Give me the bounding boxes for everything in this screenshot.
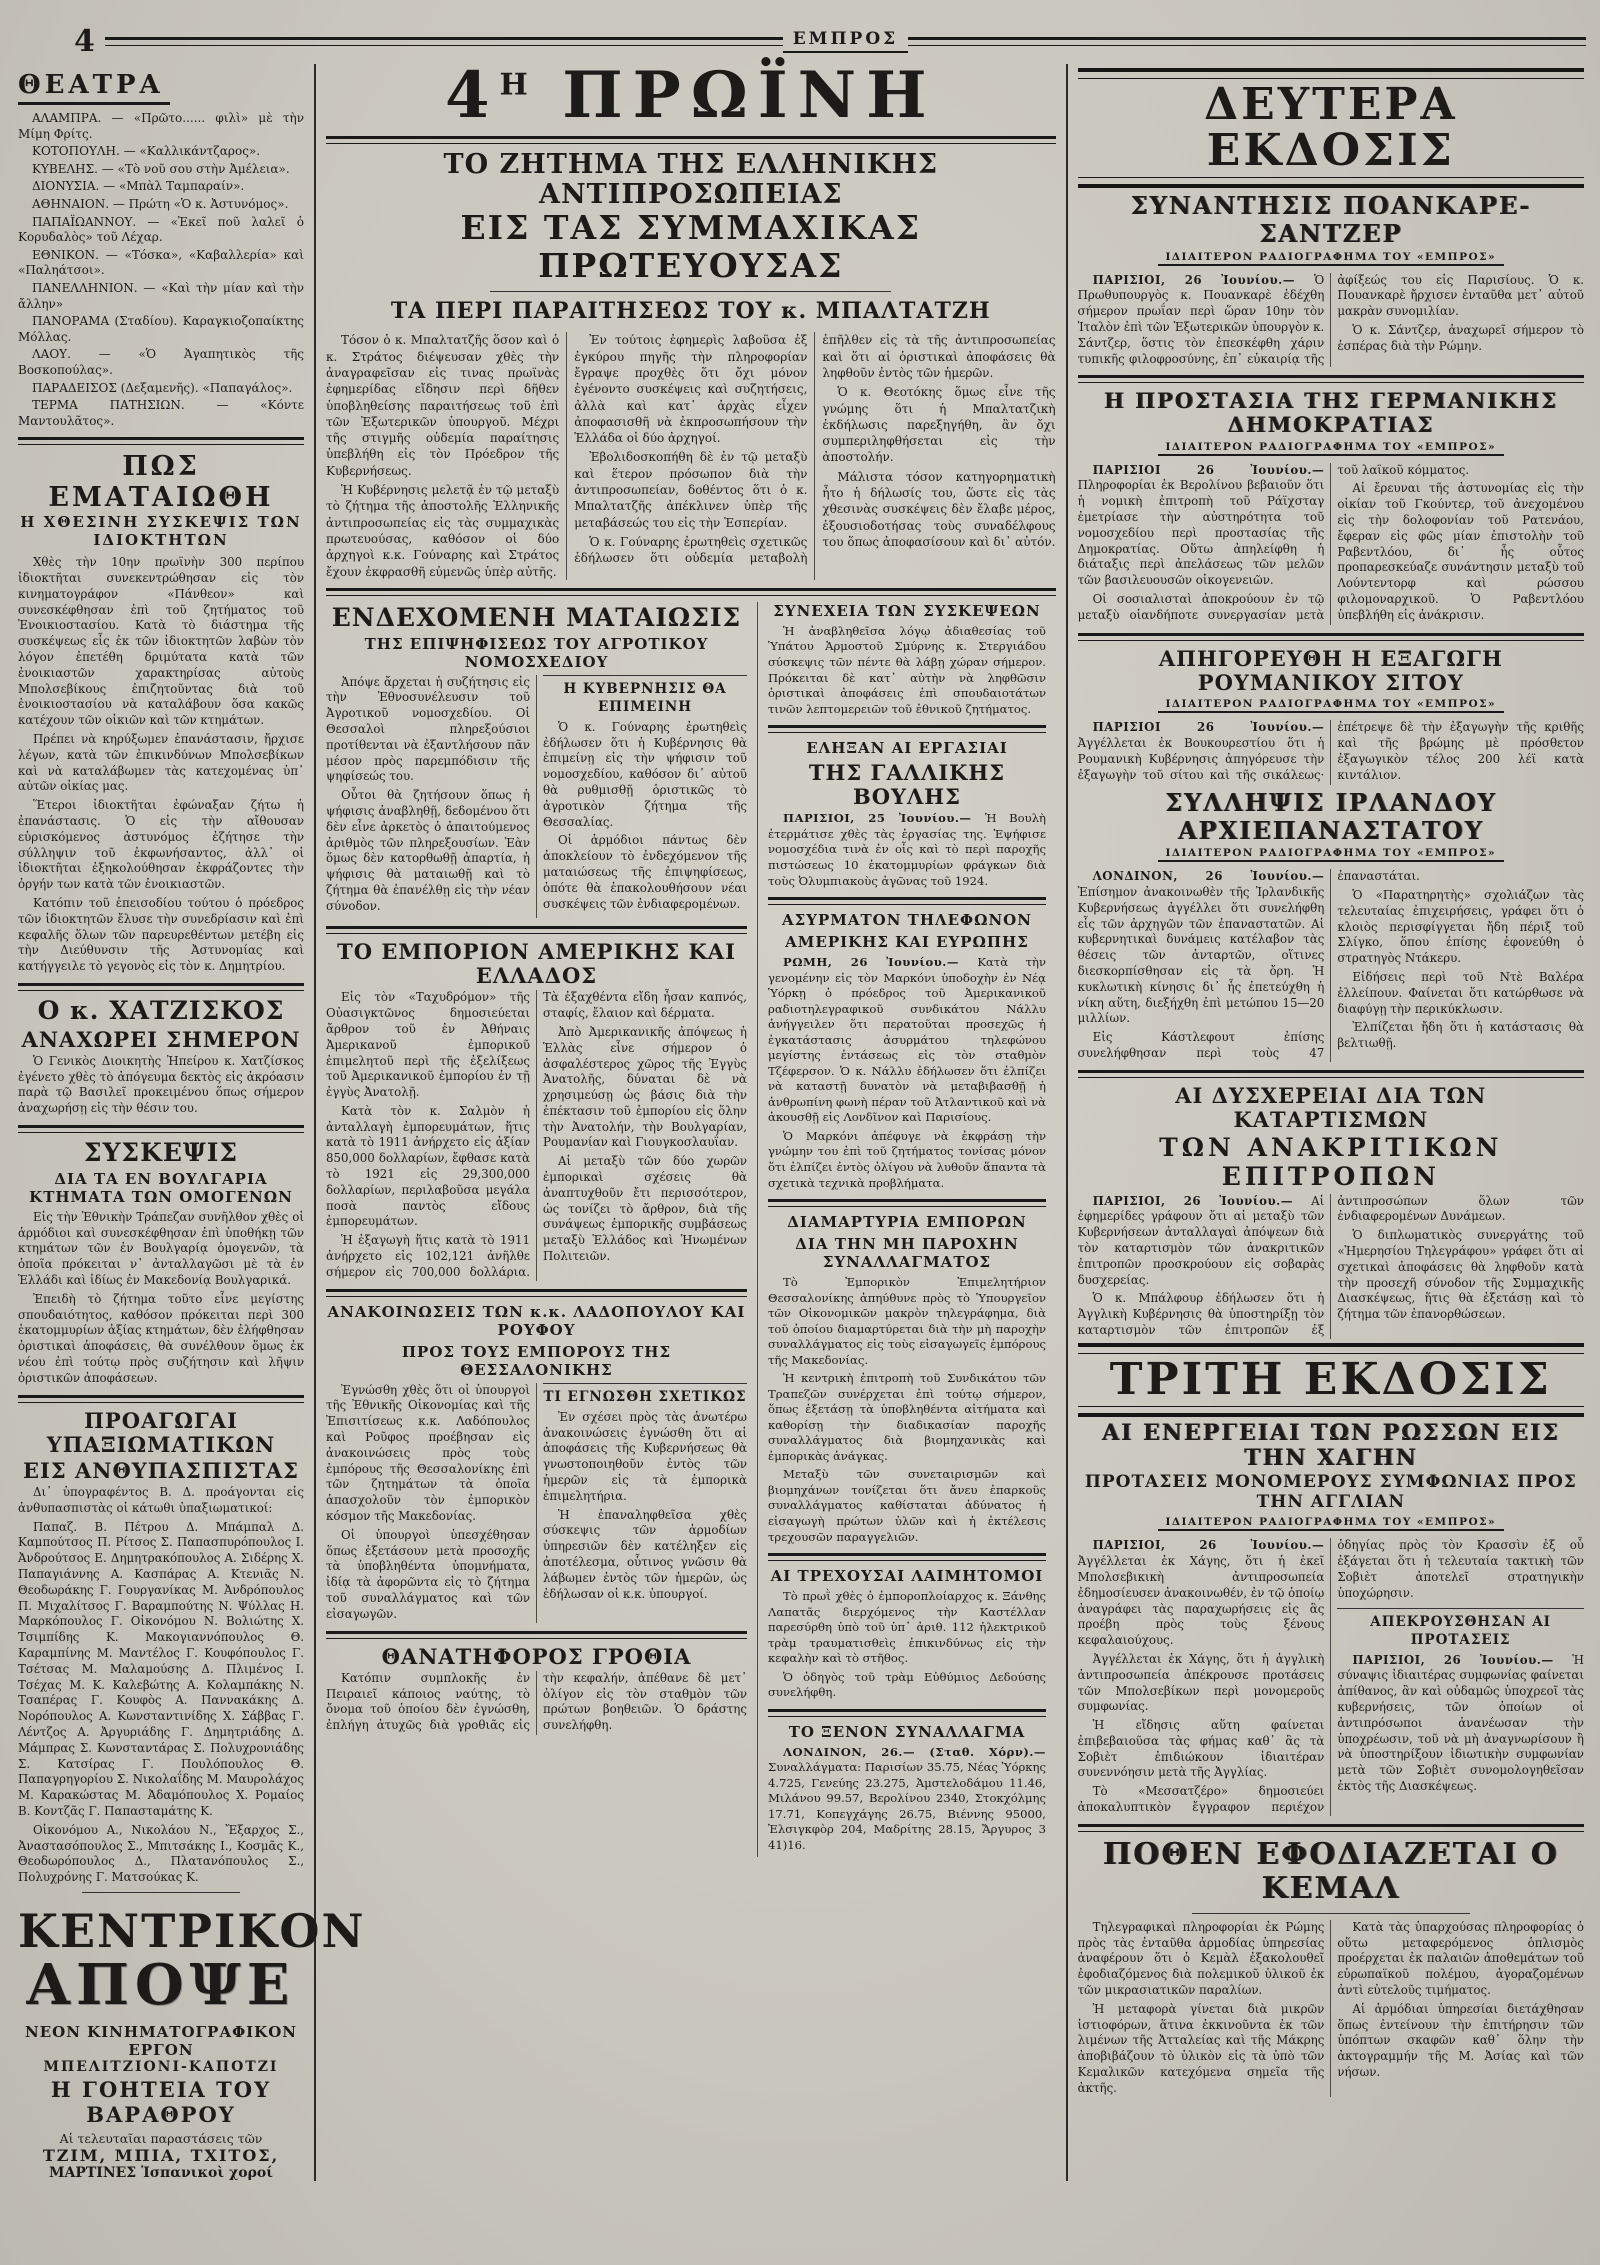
article-paragraph: ΠΑΡΙΣΙΟΙ, 26 Ἰουνίου.— Ὁ Πρωθυπουργὸς κ. Πουανκαρὲ ἐδέχθη σήμερον πρωΐαν περὶ ὥραν 10ην τὸν Ἰταλὸν ἐπὶ τῶν Ἐξωτερικῶν ὑπουργὸν κ. Σάντζερ, ὅστις τὸν ἐπεσκέφθη χάριν τυπικῆς φιλοφροσύνης, ἐπ᾽ εὐκαιρίᾳ τῆς ἀφίξεώς του εἰς Παρισίους. Ὁ κ. Πουανκαρὲ ἤρχισεν ἐνταῦθα μετ᾽ αὐτοῦ μακρὰν συνομιλίαν. <box>1077 272 1584 366</box>
dateline: ΠΑΡΙΣΙΟΙ, 26 Ἰουνίου.— <box>1092 1538 1325 1553</box>
article-body <box>768 1275 1046 1545</box>
divider-rule <box>326 926 747 934</box>
article-body <box>1078 273 1584 368</box>
article-committees <box>1078 1084 1584 1339</box>
divider-rule <box>1078 1824 1584 1832</box>
article-headline: ΠΡΟΑΓΩΓΑΙ ΥΠΑΞΙΩΜΑΤΙΚΩΝ <box>46 1407 276 1457</box>
article-paragraph: Εἰς τὴν Ἐθνικὴν Τράπεζαν συνῆλθον χθὲς οἱ ἁρμόδιοι καὶ συνεσκέφθησαν ἐπὶ ὑποθήκῃ τῶν κτημάτων τῶν ἐν Βουλγαρίᾳ ὁμογενῶν, τὰ ὁποῖα πρόκειται ν᾽ ἀνταλλαγῶσι μὲ τὰ ἐν Ἑλλάδι καὶ ἰδίως ἐν Μακεδονίᾳ Βουλγαρικά. <box>18 1209 304 1288</box>
article-body <box>1078 1194 1584 1339</box>
header-rule-right <box>908 37 1586 46</box>
article-wireless <box>768 911 1046 1191</box>
article-body <box>1078 463 1584 625</box>
article-headline: ΑΝΑΚΟΙΝΩΣΕΙΣ ΤΩΝ κ.κ. ΛΑΔΟΠΟΥΛΟΥ ΚΑΙ ΡΟΥΦΟΥ <box>327 1302 746 1339</box>
divider-rule <box>18 437 304 445</box>
article-paragraph: Ὁ κ. Γούναρης ἐρωτηθεὶς σχετικῶς ἐδήλωσεν ὅτι οὐδεμία μεταβολὴ ἐπῆλθεν εἰς τὰ τῆς ἀντιπροσωπείας καὶ ὅτι αἱ ὁριστικαὶ ἀποφάσεις θὰ ληφθοῦν ἐντὸς τῶν ἡμερῶν. <box>574 333 1056 566</box>
article-paragraph: ΠΑΡΙΣΙΟΙ 26 Ἰουνίου.— Ἀγγέλλεται ἐκ Βουκουρεστίου ὅτι ἡ Ρουμανικὴ Κυβέρνησις ἀπηγόρευσε τὴν ἐξαγωγὴν τοῦ σίτου καὶ τῆς σικάλεως· ἐπέτρεψε δὲ τὴν ἐξαγωγὴν τῆς κριθῆς καὶ τῆς βρώμης μὲ πρόσθετον ἐξαγωγικὸν τέλος 200 λέϊ κατὰ κιντάλιον. <box>1077 720 1584 782</box>
article-trams <box>768 1567 1046 1701</box>
masthead-title: ΕΜΠΡΟΣ <box>783 29 908 53</box>
article-headline: ΣΥΝΑΝΤΗΣΙΣ ΠΟΑΝΚΑΡΕ-ΣΑΝΤΖΕΡ <box>1130 191 1532 248</box>
divider-rule <box>1078 1070 1584 1078</box>
article-headline: ΠΟΘΕΝ ΕΦΟΔΙΑΖΕΤΑΙ Ο ΚΕΜΑΛ <box>1102 1836 1559 1907</box>
article-paragraph: ΠΑΡΑΔΕΙΣΟΣ (Δεξαμενῆς). «Παπαγάλος». <box>32 380 293 395</box>
article-paragraph: ΤΕΡΜΑ ΠΑΤΗΣΙΩΝ. — «Κόντε Μαντουλᾶτος». <box>18 398 304 428</box>
dateline: ΠΑΡΙΣΙΟΙ, 25 Ἰουνίου.— <box>783 811 986 826</box>
ad-line: ΝΕΟΝ ΚΙΝΗΜΑΤΟΓΡΑΦΙΚΟΝ ΕΡΓΟΝ <box>24 2022 297 2059</box>
article-credit-line: ΙΔΙΑΙΤΕΡΟΝ ΡΑΔΙΟΓΡΑΦΗΜΑ ΤΟΥ «ΕΜΠΡΟΣ» <box>1158 698 1505 713</box>
article-paragraph: Ἡ Κυβέρνησις μελετᾷ ἐν τῷ μεταξὺ τὸ ζήτημα τῆς ἀποστολῆς Ἑλληνικῆς ἀντιπροσωπείας εἰς τὰς συμμαχικὰς πρωτευούσας, καθόσον οἱ δύο ἀρχηγοὶ κ.κ. Γούναρης καὶ Στράτος ἔχουν ἐκφρασθῆ εὐμενῶς ὑπὲρ αὐτῆς. <box>326 483 560 579</box>
article-credit-line: ΙΔΙΑΙΤΕΡΟΝ ΡΑΔΙΟΓΡΑΦΗΜΑ ΤΟΥ «ΕΜΠΡΟΣ» <box>1158 251 1505 266</box>
article-hatziskos <box>18 997 304 1117</box>
article-paragraph: Ἀπόψε ἄρχεται ἡ συζήτησις εἰς τὴν Ἐθνοσυνέλευσιν τοῦ Ἀγροτικοῦ νομοσχεδίου. Οἱ Θεσσαλοὶ πληρεξούσιοι προτίθενται νὰ ἐξαντλήσουν πᾶν μέσον πρὸς παρεμπόδισιν τῆς ψηφίσεώς του. <box>326 674 530 784</box>
article-credit-line: ΙΔΙΑΙΤΕΡΟΝ ΡΑΔΙΟΓΡΑΦΗΜΑ ΤΟΥ «ΕΜΠΡΟΣ» <box>1158 847 1505 862</box>
article-paragraph: Ἕτεροι ἰδιοκτῆται ἐφώναξαν ζήτω ἡ ἐπανάστασις. Ὁ εἰς τὴν αἴθουσαν εὑρισκόμενος ἀστυνόμος ἐζήτησε τὴν σύλληψιν τοῦ ἐκφωνήσαντος, ἀλλ᾽ οἱ ἰδιοκτῆται ἐξηκολούθησαν ἐκφράζοντες τὴν ὀργήν των κατὰ τῶν ἐνοικιαστῶν. <box>18 798 304 892</box>
article-paragraph: Ὁ κ. Γούναρης ἐρωτηθεὶς ἐδήλωσεν ὅτι ἡ Κυβέρνησις θὰ ἐπιμείνῃ εἰς τὴν ψήφισιν τοῦ νομοσχεδίου, καθόσον δι᾽ αὐτοῦ θὰ ρυθμισθῇ ὁριστικῶς τὸ ἀγροτικὸν ζήτημα τῆς Θεσσαλίας. <box>543 719 747 829</box>
article-main-delegation <box>326 150 1056 580</box>
ad-performers-2: ΜΑΡΤΙΝΕΣ Ἱσπανικοὶ χοροί <box>48 2164 273 2181</box>
article-headline: Η ΧΘΕΣΙΝΗ ΣΥΣΚΕΨΙΣ ΤΩΝ ΙΔΙΟΚΤΗΤΩΝ <box>20 513 302 550</box>
article-paragraph: ΛΑΟΥ. — «Ὁ Ἀγαπητικὸς τῆς Βοσκοπούλας». <box>18 347 304 377</box>
article-paragraph: ΠΑΡΙΣΙΟΙ 26 Ἰουνίου.— Πληροφορίαι ἐκ Βερολίνου βεβαιοῦν ὅτι ἡ νομικὴ ἐπιτροπὴ τοῦ Ράϊχσταγ ἐμετρίασε τὴν αὐστηρότητα τοῦ νομοσχεδίου περὶ προστασίας τῆς Δημοκρατίας. Οὕτω ἀπηλείφθη ἡ διάταξις περὶ ἀπελάσεως τῶν μελῶν τῶν βασιλευουσῶν οἰκογενειῶν. <box>1077 462 1325 588</box>
article-kicker: ΠΩΣ ΕΜΑΤΑΙΩΘΗ <box>48 451 274 514</box>
dateline: ΠΑΡΙΣΙΟΙ, 26 Ἰουνίου.— <box>1092 1193 1312 1208</box>
article-headline: ΣΥΣΚΕΨΙΣ <box>83 1138 239 1168</box>
banner-rule-top <box>1078 68 1584 79</box>
center-section <box>316 58 1066 2181</box>
article-paragraph: Μάλιστα τόσον κατηγορηματικὴ ἦτο ἡ δήλωσίς του, ὥστε εἰς τὰς χθεσινὰς συσκέψεις δὲν ἔλαβε μέρος, ἐξουσιοδοτήσας τοὺς συναδέλφους του ὅπως ἀποφασίσουν καὶ δι᾽ αὐτόν. <box>822 469 1056 549</box>
article-fatal-punch <box>326 1645 747 1736</box>
article-headline: Η ΠΡΟΣΤΑΣΙΑ ΤΗΣ ΓΕΡΜΑΝΙΚΗΣ ΔΗΜΟΚΡΑΤΙΑΣ <box>1103 388 1558 438</box>
article-paragraph: ΔΙΟΝΥΣΙΑ. — «Μπὰλ Ταμπαραίν». <box>32 179 245 194</box>
article-headline-2: ΔΙΑ ΤΑ ΕΝ ΒΟΥΛΓΑΡΙΑ ΚΤΗΜΑΤΑ ΤΩΝ ΟΜΟΓΕΝΩΝ <box>29 1169 293 1206</box>
article-paragraph: Ἡ εἴδησις αὕτη φαίνεται ἐπιβεβαιοῦσα τὰς φήμας καθ᾽ ἃς τὰ Σοβιὲτ ἐπιδιώκουν ἰδιαιτέραν συνεννόησιν μετὰ τῆς Ἀγγλίας. <box>1077 1718 1325 1780</box>
article-paragraph: Χθὲς τὴν 10ην πρωϊνὴν 300 περίπου ἰδιοκτῆται συνεκεντρώθησαν εἰς τὸν κινηματογράφον «Πάνθεον» καὶ συνεσκέφθησαν ἐπὶ τοῦ ζητήματος τοῦ Ἐνοικιοστασίου. Κατὰ τὸ διάστημα τῆς συσκέψεως εἷς ἐκ τῶν ἰδιοκτητῶν λαβὼν τὸν λόγον ἐπετέθη δριμύτατα κατὰ τῶν ἐνοικιαστῶν χαρακτηρίσας αὐτοὺς Μπολσεβίκους ἐπιζητοῦντας διὰ τοῦ ἐνοικιοστασίου νὰ καταλάβουν ὅσα κακῶς κατέχουν τῶν οἰκιῶν καὶ τῶν κτημάτων. <box>18 555 304 728</box>
main-headline-line2: ΕΙΣ ΤΑΣ ΣΥΜΜΑΧΙΚΑΣ ΠΡΩΤΕΥΟΥΣΑΣ <box>460 208 922 286</box>
article-paragraph: Τόσον ὁ κ. Μπαλτατζῆς ὅσον καὶ ὁ κ. Στράτος διέψευσαν χθὲς τὴν ἀναγραφεῖσαν εἰς τινας πρωϊνὰς ἐφημερίδας εἴδησιν περὶ δῆθεν ὑποβληθείσης παραιτήσεως τοῦ ἐπὶ τῶν Ἐξωτερικῶν ὑπουργοῦ. Μέχρι τῆς στιγμῆς οὐδεμία παραίτησις ὑπεβλήθη εἰς τὸν Πρόεδρον τῆς Κυβερνήσεως. <box>326 333 560 478</box>
article-body <box>1078 720 1584 785</box>
article-paragraph: Ἐλπίζεται ἤδη ὅτι ἡ κατάστασις θὰ βελτιωθῇ. <box>1337 1020 1584 1051</box>
article-paragraph: Ἡ μεταφορὰ γίνεται διὰ μικρῶν ἱστιοφόρων, ἅτινα ἐκκινοῦντα ἐκ τῶν λιμένων τῆς Ἀτταλείας καὶ τῆς Μάκρης ἀποβιβάζουν τὸ ὑλικὸν εἰς τὰ ὑπὸ τῶν Κεμαλικῶν κατεχόμενα σημεῖα τῆς ἀκτῆς. <box>1077 2001 1325 2095</box>
article-irish-rebel <box>1078 789 1584 1062</box>
article-headline: ΤΟ ΕΜΠΟΡΙΟΝ ΑΜΕΡΙΚΗΣ ΚΑΙ ΕΛΛΑΔΟΣ <box>337 939 736 989</box>
edition-title: $4^H$ ΠΡΩΪΝΗ <box>445 58 937 133</box>
article-headline-2: ΤΗΣ ΕΠΙΨΗΦΙΣΕΩΣ ΤΟΥ ΑΓΡΟΤΙΚΟΥ ΝΟΜΟΣΧΕΔΙΟΥ <box>364 634 709 671</box>
article-romanian-wheat <box>1078 647 1584 785</box>
article-paragraph: Αἱ μεταξὺ τῶν δύο χωρῶν ἐμπορικαὶ σχέσεις θὰ ἀναπτυχθοῦν ἔτι περισσότερον, ὡς τονίζει τὸ ἄρθρον, διὰ τῆς συνάψεως ἐμπορικῆς συμβάσεως μεταξὺ Ἑλλάδος καὶ Ἡνωμένων Πολιτειῶν. <box>543 1154 747 1264</box>
article-paragraph: ΠΑΠΑΪΩΑΝΝΟΥ. — «Ἐκεῖ ποῦ λαλεῖ ὁ Κορυδαλὸς» τοῦ Λέχαρ. <box>18 214 304 245</box>
dateline: ΠΑΡΙΣΙΟΙ, 26 Ἰουνίου.— <box>1092 272 1315 287</box>
article-paragraph: ΛΟΝΔΙΝΟΝ, 26 Ἰουνίου.— Ἐπίσημον ἀνακοινωθὲν τῆς Ἰρλανδικῆς Κυβερνήσεως ἀγγέλλει ὅτι συνελήφθη εἷς τῶν ἀρχηγῶν τῶν ἐπαναστατῶν. Αἱ κυβερνητικαὶ δυνάμεις κατέλαβον τὰς θέσεις τῶν ἀνταρτῶν, οἵτινες διεσκορπίσθησαν εἰς τὰ ὄρη. Ἡ κυκλωτικὴ κίνησις δι᾽ ἧς ἐπετεύχθη ἡ νίκη αὕτη, διεξήχθη ἐπὶ μετώπου 15—20 μιλλίων. <box>1077 869 1325 1026</box>
article-headline: ΑΙ ΤΡΕΧΟΥΣΑΙ ΛΑΙΜΗΤΟΜΟΙ <box>770 1567 1044 1586</box>
article-meetings <box>768 602 1046 717</box>
article-paragraph: Οἰκονόμου Α., Νικολάου Ν., Ἔξαρχος Σ., Ἀναστασόπουλος Σ., Μπιτσάκης Ι., Κοσμᾶς Κ., Θεοδωρόπουλος Δ., Πλατανόπουλος Σ., Πολυχρόνης Γ. Ματσούκας Κ. <box>18 1822 304 1885</box>
banner-rule-top <box>1078 1343 1584 1354</box>
article-bulgaria-estates <box>18 1139 304 1387</box>
article-headline: ΕΛΗΞΑΝ ΑΙ ΕΡΓΑΣΙΑΙ <box>806 739 1008 758</box>
article-promotions <box>18 1409 304 1886</box>
article-paragraph: Οἱ ὑπουργοὶ ὑπεσχέθησαν ὅπως ἐξετάσουν μετὰ προσοχῆς τὰ ὑποβληθέντα ὑπομνήματα, ἰδίᾳ τὰ ἀφορῶντα εἰς τὸ ζήτημα τοῦ συναλλάγματος καὶ τῶν εἰσαγωγῶν. <box>326 1527 530 1621</box>
inline-subhead: ΤΙ ΕΓΝΩΣΘΗ ΣΧΕΤΙΚΩΣ <box>543 1383 747 1406</box>
article-kemal-supplies <box>1078 1838 1584 2097</box>
divider-rule <box>1078 633 1584 641</box>
divider-rule <box>768 897 1046 905</box>
article-paragraph: Ἡ ἐξαγωγὴ ἥτις κατὰ τὸ 1911 ἀνήρχετο εἰς 102,121 ἀνῆλθε σήμερον εἰς 700,000 δολλάρια. Τὰ ἐξαχθέντα εἴδη ἦσαν καπνός, σταφίς, ἔλαιον καὶ δέρματα. <box>326 990 747 1279</box>
article-headline: ΤΟ ΞΕΝΟΝ ΣΥΝΑΛΛΑΓΜΑ <box>788 1722 1026 1741</box>
divider-rule <box>768 1199 1046 1207</box>
headline-rule <box>490 291 891 292</box>
article-paragraph: ΚΥΒΕΛΗΣ. — «Τὸ νοῦ σου στὴν Ἀμέλεια». <box>32 161 290 176</box>
article-paragraph: ΑΛΑΜΠΡΑ. — «Πρῶτο...... φιλὶ» μὲ τὴν Μίμη Φρίτς. <box>18 111 304 141</box>
article-paragraph: Ἀγγέλλεται ἐκ Χάγης, ὅτι ἡ ἀγγλικὴ ἀντιπροσωπεία ἀπέκρουσε προτάσεις τῶν Μπολσεβίκων περὶ μονομεροῦς συμφωνίας. <box>1077 1651 1325 1714</box>
article-paragraph: Τὸ πρωῒ χθὲς ὁ ἐμποροπλοίαρχος κ. Ξάνθης Λαπατᾶς διερχόμενος τὴν Καστέλλαν παρεσύρθη ὑπὸ τοῦ ὑπ᾽ ἀριθ. 112 ἠλεκτρικοῦ τρὰμ τραυματισθεὶς ἐπικινδύνως εἰς τὴν κεφαλὴν καὶ τὸ στῆθος. <box>768 1589 1046 1666</box>
article-headline-2: ΑΝΑΧΩΡΕΙ ΣΗΜΕΡΟΝ <box>21 1026 301 1052</box>
divider-rule <box>326 136 1056 144</box>
article-paragraph: ΠΑΡΙΣΙΟΙ, 25 Ἰουνίου.— Ἡ Βουλὴ ἐτερμάτισε χθὲς τὰς ἐργασίας της. Ἐψήφισε νομοσχέδια τινὰ ἐν οἷς καὶ τὸ περὶ παροχῆς πιστώσεως 10 ἑκατομμυρίων φράγκων διὰ τοὺς Ὀλυμπιακοὺς ἀγῶνας τοῦ 1924. <box>768 811 1047 888</box>
article-headline-2: ΠΡΟΣ ΤΟΥΣ ΕΜΠΟΡΟΥΣ ΤΗΣ ΘΕΣΣΑΛΟΝΙΚΗΣ <box>401 1342 672 1379</box>
dateline: ΠΑΡΙΣΙΟΙ, 26 Ἰουνίου.— <box>1352 1652 1573 1667</box>
article-french-chamber <box>768 739 1046 889</box>
article-body <box>768 624 1046 717</box>
main-subhead: ΤΑ ΠΕΡΙ ΠΑΡΑΙΤΗΣΕΩΣ ΤΟΥ κ. ΜΠΑΛΤΑΤΖΗ <box>390 298 991 325</box>
third-edition-banner <box>1078 1343 1584 1417</box>
article-paragraph: ΑΘΗΝΑΙΟΝ. — Πρώτη «Ὁ κ. Ἀστυνόμος». <box>32 196 289 211</box>
banner-rule-bottom <box>1078 1406 1584 1417</box>
dateline: ΡΩΜΗ, 26 Ἰουνίου.— <box>783 955 978 970</box>
article-headline: ΘΑΝΑΤΗΦΟΡΟΣ ΓΡΟΘΙΑ <box>381 1643 692 1669</box>
article-russians-hague <box>1078 1421 1584 1816</box>
article-paragraph: Ἐν τούτοις ἐφημερὶς λαβοῦσα ἐξ ἐγκύρου πηγῆς τὴν πληροφορίαν ἔγραψε προχθὲς ὅτι ὄχι μόνον ἐγένοντο συσκέψεις καὶ συζητήσεις, ἀλλὰ καὶ κατ᾽ ἀρχὰς εἶχεν ἀποφασισθῆ νὰ ἐκπροσωπήσουν τὴν Ἑλλάδα οἱ δύο ἀρχηγοί. <box>574 333 808 446</box>
article-protest <box>768 1213 1046 1545</box>
ad-film-title: Η ΓΟΗΤΕΙΑ ΤΟΥ ΒΑΡΑΘΡΟΥ <box>50 2076 272 2127</box>
ad-venue-name: ΚΕΝΤΡΙΚΟΝ <box>18 1903 366 1958</box>
article-headline-2: ΤΩΝ ΑΝΑΚΡΙΤΙΚΩΝ ΕΠΙΤΡΟΠΩΝ <box>1159 1133 1503 1191</box>
article-how-failed <box>18 451 304 975</box>
article-paragraph: Αἱ ἔρευναι τῆς ἀστυνομίας εἰς τὴν οἰκίαν τοῦ Γκούντερ, τοῦ ἀνεχομένου εἰς τὴν δολοφονίαν τοῦ Ρατενάου, ἔφεραν εἰς φῶς μίαν ἐπιστολὴν τοῦ Ραβεντλόου, δι᾽ ἧς οὗτος προπαρεσκεύαζε συνάντησιν μεταξὺ τοῦ Λούντεντορφ καὶ ρώσσου φιλομοναρχικοῦ. Ὁ Ραβεντλόου ὑπεβλήθη εἰς ἀνάκρισιν. <box>1337 481 1584 622</box>
article-paragraph: Οὗτοι θὰ ζητήσουν ὅπως ἡ ψήφισις ἀναβληθῇ, δεδομένου ὅτι δὲν εἶνε ἀρκετὸς ὁ ἀπαιτούμενος ἀριθμὸς τῶν πληρεξουσίων. Ἐὰν ὅμως δὲν κατορθωθῇ ἀπαρτία, ἡ ψήφισις θὰ ματαιωθῇ καὶ τὸ ζήτημα θὰ ἐπανέλθῃ εἰς τὴν νέαν σύνοδον. <box>326 788 530 913</box>
headline-rule <box>1192 1913 1470 1914</box>
article-paragraph: Ἐπειδὴ τὸ ζήτημα τοῦτο εἶνε μεγίστης σπουδαιότητος, καθόσον πρόκειται περὶ 300 ἑκατομμυρίων ἀξίας κτημάτων, δὲν ἐλήφθησαν ὁριστικαὶ ἀποφάσεις, θὰ συνέλθουν ὅμως ἐκ νέου ἐπὶ τούτῳ πρὸς συζήτησιν καὶ λῆψιν ὁριστικῶν ἀποφάσεων. <box>18 1291 304 1385</box>
theatre-listings <box>18 111 304 429</box>
dateline: ΛΟΝΔΙΝΟΝ, 26 Ἰουνίου.— <box>1092 869 1325 884</box>
article-paragraph: Μεταξὺ τῶν συνεταιρισμῶν καὶ βιομηχάνων τονίζεται ὅτι ἄνευ ἐπαρκοῦς συναλλάγματος καθίσταται ἀδύνατος ἡ εἰσαγωγὴ πρώτων ὑλῶν καὶ ἡ ἐκτέλεσις τρεχουσῶν παραγγελιῶν. <box>768 1467 1046 1544</box>
article-headline: ΔΙΑΜΑΡΤΥΡΙΑ ΕΜΠΟΡΩΝ <box>787 1213 1027 1232</box>
ad-line: Αἱ τελευταῖαι παραστάσεις τῶν <box>59 2130 263 2146</box>
divider-rule <box>768 725 1046 733</box>
article-commerce <box>326 940 747 1281</box>
article-paragraph: ΛΟΝΔΙΝΟΝ, 26.— (Σταθ. Χόρν).— Συναλλάγματα: Παρισίων 35.75, Νέας Ὑόρκης 4.725, Γενεύης 23.275, Ἀμστελοδάμου 11.46, Μιλάνου 99.57, Βερολίνου 2340, Στοκχόλμης 17.71, Κοπεγχάγης 26.75, Βιέννης 95000, Ἐλσιγκφὸρ 204, Μαδρίτης 28.15, Ἄργυρος 3 41)16. <box>768 1744 1046 1852</box>
article-body <box>18 1210 304 1387</box>
article-paragraph: ΠΑΡΙΣΙΟΙ, 26 Ἰουνίου.— Ἀγγέλλεται ἐκ Χάγης, ὅτι ἡ ἐκεῖ Μπολσεβικικὴ ἀντιπροσωπεία ἐδημοσίευσεν ἀνακοινωθέν, ἐν τῷ ὁποίῳ ἀναγράφει τὰς παραχωρήσεις εἰς ἃς προέβη πρὸς τοὺς ξένους κεφαλαιούχους. <box>1077 1538 1325 1648</box>
article-paragraph: Ἡ κεντρικὴ ἐπιτροπὴ τοῦ Συνδικάτου τῶν Τραπεζῶν συνέρχεται ἐπὶ τούτῳ σήμερον, ὅπως ἐξετάσῃ τὰ ὑποβληθέντα αἰτήματα καὶ καθορίσῃ τὴν διαδικασίαν παροχῆς συναλλάγματος διὰ βιομηχανικὰς καὶ ἐμπορικὰς ἀνάγκας. <box>768 1371 1046 1463</box>
dateline: ΠΑΡΙΣΙΟΙ 26 Ἰουνίου.— <box>1092 720 1325 735</box>
divider-rule <box>768 1553 1046 1561</box>
article-paragraph: Ὁ διπλωματικὸς συνεργάτης τοῦ «Ἡμερησίου Τηλεγράφου» γράφει ὅτι αἱ σχετικαὶ ἀποφάσεις θὰ ληφθοῦν κατὰ τὴν προσεχῆ σύνοδον τῆς Συμμαχικῆς Διασκέψεως, ἥτις θὰ ἐξετάσῃ καὶ τὸ ζήτημα τῶν ἐπανορθώσεων. <box>1337 1228 1584 1322</box>
inline-subhead: ΑΠΕΚΡΟΥΣΘΗΣΑΝ ΑΙ ΠΡΟΤΑΣΕΙΣ <box>1337 1608 1584 1649</box>
article-body <box>1078 1538 1584 1816</box>
second-edition-label: ΔΕΥΤΕΡΑ ΕΚΔΟΣΙΣ <box>1204 79 1458 177</box>
article-headline: ΕΝΔΕΧΟΜΕΝΗ ΜΑΤΑΙΩΣΙΣ <box>331 602 742 632</box>
main-headline-line1: ΤΟ ΖΗΤΗΜΑ ΤΗΣ ΕΛΛΗΝΙΚΗΣ ΑΝΤΙΠΡΟΣΩΠΕΙΑΣ <box>443 149 939 210</box>
article-paragraph: ΠΑΡΙΣΙΟΙ, 26 Ἰουνίου.— Ἡ σύναψις ἰδιαιτέρας συμφωνίας φαίνεται ἀπίθανος, ἂν καὶ οὐδαμῶς ὑποχρεοῖ τὰς κυβερνήσεις, τῶν ὁποίων οἱ ἀντιπρόσωποι ἀνανέωσαν τὴν ὑποχρέωσιν, τοῦ νὰ μὴ ἀναγνωρίσουν ἢ νὰ ὑποστηρίξουν ἰδιωτικὴν συμφωνίαν μετὰ τῶν Σοβιὲτ συνομολογηθεῖσαν ἐκτὸς τῆς Διασκέψεως. <box>1337 1652 1584 1794</box>
divider-rule <box>82 1892 239 1893</box>
article-headline: ΑΙ ΔΥΣΧΕΡΕΙΑΙ ΔΙΑ ΤΩΝ ΚΑΤΑΡΤΙΣΜΩΝ <box>1175 1082 1487 1132</box>
article-paragraph: Τηλεγραφικαὶ πληροφορίαι ἐκ Ρώμης πρὸς τὰς ἐνταῦθα ἁρμοδίας ὑπηρεσίας ἀναφέρουν ὅτι ὁ Κεμὰλ ἐξακολουθεῖ ἐφοδιαζόμενος διὰ πολεμικοῦ ὑλικοῦ ἐκ τῶν μικρασιατικῶν παραλίων. <box>1077 1919 1325 1998</box>
article-headline-2: ΤΗΣ ΓΑΛΛΙΚΗΣ ΒΟΥΛΗΣ <box>808 760 1006 810</box>
article-paragraph: ΡΩΜΗ, 26 Ἰουνίου.— Κατὰ τὴν γενομένην εἰς τὸν Μαρκόνι ὑποδοχὴν ἐν Νέᾳ Ὑόρκῃ ὁ πρόεδρος τοῦ Ἀμερικανικοῦ ραδιοτηλεγραφικοῦ συνδικάτου Νάλλυ ἀνήγγειλεν ὅτι περατοῦται προσεχῶς ἡ ἐγκατάστασις ἀσυρμάτου τηλεφώνου μεγίστης ἐντάσεως εἰς τὸν σταθμὸν Τζέφερσον. Ὁ κ. Νάλλυ ἐδήλωσεν ὅτι ἐλπίζει νὰ καταστῇ δυνατὸν νὰ μεταβιβασθῇ ἡ ἀνθρωπίνη φωνὴ πέραν τοῦ Ἀτλαντικοῦ καὶ νὰ ἀκουσθῇ εἰς Λονδῖνον καὶ Παρισίους. <box>768 955 1046 1125</box>
article-body <box>768 955 1046 1191</box>
article-body <box>326 990 747 1280</box>
page-number: 4 <box>74 23 95 59</box>
article-exchange <box>768 1723 1046 1854</box>
article-paragraph: Ὁ «Παρατηρητὴς» σχολιάζων τὰς τελευταίας ἐπιχειρήσεις, γράφει ὅτι ὁ κλοιὸς περισφίγγεται ἤδη πέριξ τοῦ Σλίγκο, ὅπου ἐπίσης ἐφονεύθη ὁ στρατηγὸς Ντάκερυ. <box>1337 888 1584 966</box>
article-paragraph: Ὁ ὁδηγὸς τοῦ τρὰμ Εὐθύμιος Δεδούσης συνελήφθη. <box>768 1669 1046 1700</box>
article-headline: ΑΙ ΕΝΕΡΓΕΙΑΙ ΤΩΝ ΡΩΣΣΩΝ ΕΙΣ ΤΗΝ ΧΑΓΗΝ <box>1101 1419 1560 1472</box>
article-paragraph: Κατὰ τὸν κ. Σαλμὸν ἡ ἀνταλλαγὴ ἐμπορευμάτων, ἥτις κατὰ τὸ 1911 ἀνήρχετο εἰς ἀξίαν 850,000 δολλαρίων, ἔφθασε κατὰ τὸ 1921 εἰς 29,300,000 δολλαρίων, περιλαβοῦσα μεγάλα ποσὰ παντὸς εἴδους ἐμπορευμάτων. <box>326 1103 530 1229</box>
article-paragraph: Οἱ ἁρμόδιοι πάντως δὲν ἀποκλείουν τὸ ἐνδεχόμενον τῆς ματαιώσεως τῆς ἐπιψηφίσεως, ὁπότε θὰ ἐπακολουθήσουν νέαι συσκέψεις τῶν ἐνδιαφερομένων. <box>543 833 747 911</box>
article-paragraph: Ἐβολιδοσκοπήθη δὲ ἐν τῷ μεταξὺ καὶ ἕτερον πρόσωπον διὰ τὴν ἀντιπροσωπείαν, δοθέντος ὅτι ὁ κ. Μπαλτατζῆς ἀπέκλινεν ὑπὲρ τῆς μεταβάσεώς του εἰς τὴν Ἑσπερίαν. <box>574 450 808 530</box>
article-paragraph: Ὁ Μαρκόνι ἀπέφυγε νὰ ἐκφράσῃ τὴν γνώμην του ἐπὶ τοῦ ζητήματος τονίσας μόνον ὅτι ἐλπίζει ἐντὸς ὀλίγου νὰ λυθοῦν ἅπαντα τὰ σχετικὰ τεχνικὰ προβλήματα. <box>768 1128 1046 1190</box>
article-paragraph: Αἱ ἁρμόδιαι ὑπηρεσίαι διετάχθησαν ὅπως ἐντείνουν τὴν ἐπιτήρησιν τῶν ὑπόπτων σκαφῶν καθ᾽ ὅλην τὴν ἀκτογραμμήν τῆς Μ. Ἀσίας καὶ τῶν νήσων. <box>1337 2001 1584 2080</box>
article-body <box>326 332 1056 580</box>
divider-rule <box>768 1709 1046 1717</box>
article-body <box>326 1671 747 1736</box>
article-paragraph: ΚΟΤΟΠΟΥΛΗ. — «Καλλικάντζαρος». <box>32 144 261 159</box>
article-body <box>768 1589 1046 1701</box>
article-headline-2: ΔΙΑ ΤΗΝ ΜΗ ΠΑΡΟΧΗΝ ΣΥΝΑΛΛΑΓΜΑΤΟΣ <box>795 1235 1019 1272</box>
divider-rule <box>326 1631 747 1639</box>
article-headline: ΣΥΝΕΧΕΙΑ ΤΩΝ ΣΥΣΚΕΨΕΩΝ <box>773 601 1041 620</box>
article-headline: ΑΠΗΓΟΡΕΥΘΗ Η ΕΞΑΓΩΓΗ ΡΟΥΜΑΝΙΚΟΥ ΣΙΤΟΥ <box>1158 646 1503 696</box>
article-paragraph: Ἡ ἀναβληθεῖσα λόγῳ ἀδιαθεσίας τοῦ Ὑπάτου Ἁρμοστοῦ Σμύρνης κ. Στεργιάδου σύσκεψις τῶν πέντε θὰ λάβῃ χώραν σήμερον. Πρόκειται δὲ κατ᾽ αὐτὴν νὰ ληφθῶσιν ὁριστικαὶ ἀποφάσεις ἐπὶ σπουδαιοτάτων τινῶν λεπτομερειῶν τοῦ ἐθνικοῦ ζητήματος. <box>768 623 1046 716</box>
article-paragraph: Ὁ κ. Μπάλφουρ ἐδήλωσεν ὅτι ἡ Ἀγγλικὴ Κυβέρνησις θὰ ὑποστηρίξῃ τὸν καταρτισμὸν τῶν ἐπιτροπῶν ἐξ ἀντιπροσώπων ὅλων τῶν ἐνδιαφερομένων Δυνάμεων. <box>1077 1193 1584 1337</box>
article-mataiosis <box>326 604 747 918</box>
divider-rule <box>18 983 304 991</box>
article-paragraph: Ἡ ἐπαναληφθεῖσα χθὲς σύσκεψις τῶν ἁρμοδίων ὑπηρεσιῶν δὲν κατέληξεν εἰς ἀποτέλεσμα, οὗτινος γνῶσιν θὰ λάβωμεν ἐντὸς τῶν ἡμερῶν, ὡς ἐδήλωσαν οἱ κ.κ. ὑπουργοί. <box>543 1507 747 1601</box>
article-body <box>768 1745 1046 1854</box>
center-subcolumn-b <box>758 602 1046 1857</box>
article-body <box>18 1485 304 1886</box>
article-body <box>326 675 747 918</box>
article-headline: ΣΥΛΛΗΨΙΣ ΙΡΛΑΝΔΟΥ ΑΡΧΙΕΠΑΝΑΣΤΑΤΟΥ <box>1165 788 1497 845</box>
article-headline-2: ΕΙΣ ΑΝΘΥΠΑΣΠΙΣΤΑΣ <box>22 1457 299 1483</box>
article-body <box>18 1054 304 1117</box>
second-edition-banner <box>1078 68 1584 188</box>
article-paragraph: ΠΑΡΙΣΙΟΙ, 26 Ἰουνίου.— Αἱ ἐφημερίδες γράφουν ὅτι αἱ μεταξὺ τῶν Κυβερνήσεων ἀνταλλαγαὶ ἀπόψεων διὰ τὸν καταρτισμὸν τῶν ἀνακριτικῶν ἐπιτροπῶν προσκρούουν εἰς σοβαρὰς δυσχερείας. <box>1077 1193 1325 1287</box>
article-body <box>1078 869 1584 1062</box>
article-paragraph: Ὁ κ. Σάντζερ, ἀναχωρεῖ σήμερον τὸ ἑσπέρας διὰ τὴν Ρώμην. <box>1337 322 1584 353</box>
divider-rule <box>326 588 1056 596</box>
ad-line: ΜΠΕΛΙΤΖΙΟΝΙ-ΚΑΠΟΤΖΙ <box>43 2058 279 2075</box>
article-credit-line: ΙΔΙΑΙΤΕΡΟΝ ΡΑΔΙΟΓΡΑΦΗΜΑ ΤΟΥ «ΕΜΠΡΟΣ» <box>1158 1516 1505 1531</box>
article-paragraph: Κατόπιν τοῦ ἐπεισοδίου τούτου ὁ πρόεδρος τῶν ἰδιοκτητῶν ἔλυσε τὴν συνεδρίασιν καὶ ἐπὶ κεφαλῆς ὅλων τῶν παρευρεθέντων μετέβη εἰς τὴν Διεύθυνσιν τῆς Ἀστυνομίας καὶ κατήγγειλε τὸ γεγονὸς εἰς τὸν κ. Δημητρίου. <box>18 896 304 974</box>
article-paragraph: Ὁ Γενικὸς Διοικητὴς Ἠπείρου κ. Χατζίσκος ἐγένετο χθὲς τὸ ἀπόγευμα δεκτὸς εἰς ἀκρόασιν παρὰ τῷ Βασιλεῖ προκειμένου ὅπως σήμερον ἀναχωρήσῃ εἰς τὴν θέσιν του. <box>18 1053 304 1116</box>
theatres-section-title: ΘΕΑΤΡΑ <box>18 70 170 105</box>
article-announcements <box>326 1303 747 1623</box>
article-paragraph: Εἰς Κάστλεφουτ ἐπίσης συνελήφθησαν περὶ τοὺς 47 ἐπαναστάται. <box>1077 869 1420 1061</box>
divider-rule <box>326 1289 747 1297</box>
divider-rule <box>1078 375 1584 383</box>
divider-rule <box>18 1125 304 1133</box>
article-paragraph: Τὸ «Μεσσατζέρο» δημοσιεύει ἀποκαλυπτικὸν ἔγγραφον περιέχον ὁδηγίας πρὸς τὸν Κρασσὶν ἐξ οὗ ἐξάγεται ὅτι ἡ τελευταία τακτικὴ τῶν Σοβιὲτ ἀποτελεῖ στρατηγικὴν ὑποχώρησιν. <box>1077 1538 1584 1815</box>
article-headline: ΑΣΥΡΜΑΤΟΝ ΤΗΛΕΦΩΝΟΝ <box>782 911 1032 930</box>
article-paragraph: Τὸ Ἐμπορικὸν Ἐπιμελητήριον Θεσσαλονίκης ἀπηύθυνε πρὸς τὸ Ὑπουργεῖον τῶν Οἰκονομικῶν μακρὸν τηλεγράφημα, διὰ τοῦ ὁποίου διαμαρτύρεται διὰ τὴν μὴ παροχὴν συναλλάγματος εἰς τοὺς εἰσαγωγεῖς ἐμπόρους τῆς Μακεδονίας. <box>768 1275 1046 1367</box>
dateline: ΠΑΡΙΣΙΟΙ 26 Ἰουνίου.— <box>1092 462 1325 477</box>
left-column <box>14 64 366 2181</box>
header-rule-left <box>105 37 783 46</box>
dateline: ΛΟΝΔΙΝΟΝ, 26.— (Σταθ. Χόρν).— <box>783 1744 1046 1759</box>
third-edition-label: ΤΡΙΤΗ ΕΚΔΟΣΙΣ <box>1109 1353 1552 1405</box>
article-paragraph: Ὁ κ. Θεοτόκης ὅμως εἶνε τῆς γνώμης ὅτι ἡ Μπαλτατζικὴ ἐκδήλωσις παρεξηγήθη, ἂν ὄχι συμπεριληφθήσεται εἰς τὴν ἀποστολήν. <box>822 385 1056 465</box>
article-paragraph: Ἐν σχέσει πρὸς τὰς ἀνωτέρω ἀνακοινώσεις ἐγνώσθη ὅτι αἱ ἀποφάσεις τῆς Κυβερνήσεως θὰ γνωστοποιηθοῦν ἐντὸς τῶν ἡμερῶν εἰς τὰ ἐμπορικὰ ἐπιμελητήρια. <box>543 1409 747 1503</box>
center-subcolumn-a <box>326 602 758 1857</box>
divider-rule <box>18 1395 304 1403</box>
article-paragraph: Οἱ σοσιαλισταὶ ἀποκρούουν ἐν τῷ μεταξὺ οἱανδήποτε συνεργασίαν μετὰ τοῦ λαϊκοῦ κόμματος. <box>1077 462 1470 622</box>
article-body <box>768 811 1046 889</box>
article-body <box>1078 1920 1584 2097</box>
article-paragraph: Κατὰ τὰς ὑπαρχούσας πληροφορίας ὁ οὕτω μεταφερόμενος ὁπλισμὸς προέρχεται ἐκ παλαιῶν ἀποθεμάτων τοῦ εὐρωπαϊκοῦ πολέμου, ἀγοραζομένων ἀντὶ εὐτελοῦς τιμήματος. <box>1337 1919 1584 1998</box>
cinema-advertisement <box>18 1903 366 2181</box>
article-credit-line: ΙΔΙΑΙΤΕΡΟΝ ΡΑΔΙΟΓΡΑΦΗΜΑ ΤΟΥ «ΕΜΠΡΟΣ» <box>1158 441 1505 456</box>
article-subhead: ΠΡΟΤΑΣΕΙΣ ΜΟΝΟΜΕΡΟΥΣ ΣΥΜΦΩΝΙΑΣ ΠΡΟΣ ΤΗΝ ΑΓΓΛΙΑΝ <box>1084 1471 1577 1512</box>
ad-performers: ΤΖΙΜ, ΜΠΙΑ, ΤΧΙΤΟΣ, <box>42 2145 280 2165</box>
article-poincare-schanzer <box>1078 192 1584 367</box>
banner-rule-bottom <box>1078 177 1584 188</box>
article-paragraph: Εἰδήσεις περὶ τοῦ Ντὲ Βαλέρα ἐλλείπουν. Φαίνεται ὅτι κατώρθωσε νὰ διαφύγῃ τὴν περικύκλωσιν. <box>1337 970 1584 1016</box>
article-body <box>18 555 304 975</box>
article-paragraph: ΕΘΝΙΚΟΝ. — «Τόσκα», «Καβαλλερία» καὶ «Παληάτσοι». <box>18 247 304 278</box>
article-paragraph: Δι᾽ ὑπογραφέντος Β. Δ. προάγονται εἰς ἀνθυπασπιστὰς οἱ κάτωθι ὑπαξιωματικοί: <box>18 1485 304 1515</box>
article-german-democracy <box>1078 389 1584 625</box>
article-paragraph: Κατόπιν συμπλοκῆς ἐν Πειραιεῖ κάποιος ναύτης, τὸ ὄνομα τοῦ ὁποίου δὲν ἐγνώσθη, ἐπλήγη ἀτυχῶς διὰ γροθιᾶς εἰς τὴν κεφαλήν, ἀπέθανε δὲ μετ᾽ ὀλίγον εἰς τὸν σταθμὸν τῶν πρώτων βοηθειῶν. Ὁ δράστης συνελήφθη. <box>326 1670 747 1733</box>
article-headline: Ο κ. ΧΑΤΖΙΣΚΟΣ <box>37 996 285 1025</box>
article-paragraph: Εἰς τὸν «Ταχυδρόμον» τῆς Οὐασιγκτῶνος δημοσιεύεται ἄρθρον τοῦ ἐν Ἀθήναις Ἀμερικανοῦ ἐμπορικοῦ ἐπιμελητοῦ περὶ τῆς ἐξελίξεως τοῦ Ἀμερικανικοῦ ἐμπορίου ἐν τῇ ἐγγὺς Ἀνατολῇ. <box>326 990 530 1100</box>
article-paragraph: ΠΑΝΟΡΑΜΑ (Σταδίου). Καραγκιοζοπαίκτης Μόλλας. <box>18 314 304 344</box>
article-paragraph: Παπαζ. Β. Πέτρου Δ. Μπάμπαλ Δ. Καμπούτσος Π. Ρίτσος Σ. Παπασπυρόπουλος Ι. Ἀνδρούτσος Ε. Δημητρακόπουλος Α. Σιδέρης Χ. Παπαγιάννης Α. Κασπάρας Α. Κτενιᾶς Ν. Θεοδωράκης Γ. Γουργανίκας Μ. Ἀνδρόπουλος Π. Μιχαλίτσος Γ. Βαραμπούτης Ν. Ψύλλας Η. Μαρκόπουλος Γ. Οἰκονόμου Ν. Βολιώτης Χ. Τσιμπίδης Κ. Μακογιαννόπουλος Θ. Καραμπίνης Μ. Μαντέλος Γ. Κουφόπουλος Γ. Τσέτσας Μ. Μαλαμούσης Δ. Πλιμένος Ι. Τσέχας Μ. Κ. Καλεβώτης Α. Κολαμπάκης Ν. Τσαπέρας Γ. Κουφὸς Α. Παννακάκης Δ. Νορόπουλος Α. Κωνσταντινίδης Χ. Σάββας Γ. Λέντζος Α. Ἀργυριάδης Γ. Δημητριάδης Δ. Μάμπρας Σ. Κωνσταντάρας Σ. Πολυχρονιάδης Σ. Κατσίρας Γ. Πουλόπουλος Θ. Παπαγρηγορίου Σ. Νικολαΐδης Μ. Μαυρολάχος Μ. Καρακώστας Μ. Ἀδαμόπουλος Χ. Ρομαίος Β. Κοντζᾶς Γ. Παπασταμάτης Κ. <box>18 1519 304 1818</box>
ad-tonight-label: ΑΠΟΨΕ <box>26 1952 296 2019</box>
article-body <box>326 1383 747 1623</box>
article-paragraph: Ἐγνώσθη χθὲς ὅτι οἱ ὑπουργοὶ τῆς Ἐθνικῆς Οἰκονομίας καὶ τῆς Ἐπισιτίσεως κ.κ. Λαδόπουλος καὶ Ροῦφος προέβησαν εἰς ἀνακοινώσεις πρὸς τοὺς ἐμπόρους τῆς Θεσσαλονίκης ἐπὶ τῶν ζητημάτων τὰ ὁποῖα ἀπασχολοῦν τὸν ἐμπορικὸν κόσμον τῆς Μακεδονίας. <box>326 1382 530 1524</box>
article-paragraph: ΠΑΝΕΛΛΗΝΙΟΝ. — «Καὶ τὴν μίαν καὶ τὴν ἄλλην» <box>18 280 304 311</box>
right-section <box>1066 64 1586 2181</box>
inline-subhead: Η ΚΥΒΕΡΝΗΣΙΣ ΘΑ ΕΠΙΜΕΙΝΗ <box>543 675 747 716</box>
article-paragraph: Ἀπὸ Ἀμερικανικῆς ἀπόψεως ἡ Ἑλλὰς εἶνε σήμερον ὁ ἀσφαλέστερος χῶρος τῆς Ἐγγὺς Ἀνατολῆς, δύναται δὲ νὰ χρησιμεύσῃ ὡς βάσις διὰ τὴν ἐπέκτασιν τοῦ ἐμπορίου εἰς ὅλην τὴν Ἀνατολήν, τὴν Βουλγαρίαν, Ρουμανίαν καὶ Γιουγκοσλαυΐαν. <box>543 1024 747 1150</box>
article-paragraph: Πρέπει νὰ κηρύξωμεν ἐπανάστασιν, ἤρχισε λέγων, κατὰ τῶν ἐπικινδύνων Μπολσεβίκων καὶ νὰ καταλάβωμεν τὰς κατεχομένας ὑπ᾽ αὐτῶν οἰκίας μας. <box>18 732 304 794</box>
article-headline-2: ΑΜΕΡΙΚΗΣ ΚΑΙ ΕΥΡΩΠΗΣ <box>785 933 1029 952</box>
